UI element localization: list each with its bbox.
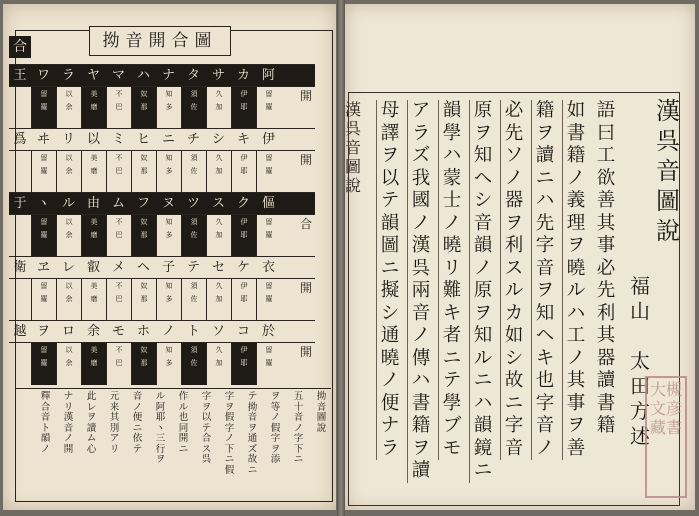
kana-cell: ト xyxy=(186,324,200,339)
reading-cell: 伊 耶 xyxy=(231,343,256,385)
reading-cell: 伊 耶 xyxy=(231,151,256,193)
note-column: テ 拗 音 ヲ 通 ズ 故 ニ xyxy=(247,391,258,476)
left-page xyxy=(3,4,336,510)
note-column: 五 十 音 ノ 字 下 ニ xyxy=(293,391,304,465)
chart-head-row xyxy=(9,320,315,343)
note-column: ヲ 等 ノ 假 字 ヲ 添 xyxy=(270,391,281,465)
author-line: 福 山 太 田 方 述 xyxy=(630,274,650,448)
text-column: 如 書 籍 ノ 義 理 ヲ 曉 ル ハ 工 ノ 其 事 ヲ 善 xyxy=(562,100,589,460)
chart-sub-row xyxy=(9,278,315,321)
kana-cell: ヒ xyxy=(136,132,150,147)
reading-cell: 美 磨 xyxy=(81,343,106,385)
reading-cell: 久 加 xyxy=(206,151,231,193)
text-column: 語 曰 工 欲 善 其 事 必 先 利 其 器 讀 書 籍 xyxy=(596,100,616,436)
row-label: 越 xyxy=(13,324,27,339)
reading-cell: 以 余 xyxy=(56,279,81,321)
book-gutter xyxy=(337,0,345,516)
kana-cell: フ xyxy=(136,196,150,211)
kana-cell: ヤ xyxy=(86,68,100,83)
kana-cell: 叡 xyxy=(86,260,100,275)
note-column: 釋 合 音 ト 韻 ノ xyxy=(40,391,51,455)
kana-cell: カ xyxy=(236,68,250,83)
kana-cell: ナ xyxy=(161,68,175,83)
text-column: 原 ヲ 知 ヘ シ 音 韻 ノ 原 ヲ 知 ル ニ ハ 韻 鏡 ニ xyxy=(469,100,496,483)
note-column: 字 ヲ 假 字 ノ 下 ニ 假 xyxy=(224,391,235,476)
reading-cell: 以 余 xyxy=(56,87,81,129)
reading-cell: 留 羅 xyxy=(256,279,281,321)
reading-cell: 知 多 xyxy=(156,87,181,129)
kana-cell: リ xyxy=(61,132,75,147)
kana-cell: セ xyxy=(211,260,225,275)
chart-head-row xyxy=(9,192,315,215)
reading-cell: 留 羅 xyxy=(256,151,281,193)
reading-cell: 伊 耶 xyxy=(231,215,256,257)
kana-cell: ル xyxy=(61,196,75,211)
kana-cell: ヽ xyxy=(36,196,50,211)
kana-cell: メ xyxy=(111,260,125,275)
reading-cell: 留 羅 xyxy=(31,279,56,321)
kana-cell: ヌ xyxy=(161,196,175,211)
reading-cell: 不 巴 xyxy=(106,87,131,129)
kana-cell: ニ xyxy=(161,132,175,147)
reading-cell: 留 羅 xyxy=(31,343,56,385)
spine-title: 漢 呉 音 圖 說 xyxy=(344,100,361,195)
kana-cell: レ xyxy=(61,260,75,275)
reading-cell: 以 余 xyxy=(56,215,81,257)
kana-cell: 伊 xyxy=(261,132,275,147)
note-column: 此 レ ヲ 讀 ム 心 xyxy=(86,391,97,455)
kana-cell: マ xyxy=(111,68,125,83)
kana-cell: ヲ xyxy=(36,324,50,339)
reading-cell: 奴 那 xyxy=(131,279,156,321)
reading-cell: 奴 那 xyxy=(131,87,156,129)
reading-cell: 不 巴 xyxy=(106,343,131,385)
text-column: 必 先 ソ ノ 器 ヲ 利 ス ル カ 如 シ 故 ニ 字 音 xyxy=(500,100,527,460)
reading-cell: 須 佐 xyxy=(181,279,206,321)
kana-cell: キ xyxy=(236,132,250,147)
open-close-label: 開 xyxy=(299,89,312,103)
reading-cell: 留 羅 xyxy=(256,87,281,129)
reading-cell: 久 加 xyxy=(206,279,231,321)
reading-cell: 伊 耶 xyxy=(231,87,256,129)
reading-cell: 奴 那 xyxy=(131,215,156,257)
kana-cell: サ xyxy=(211,68,225,83)
note-column: 字 ヲ 以 テ 合 ス 呉 xyxy=(201,391,212,465)
kana-cell: シ xyxy=(211,132,225,147)
open-close-label: 開 xyxy=(299,153,312,167)
corner-label: 合 xyxy=(9,36,31,58)
reading-cell: 留 羅 xyxy=(31,215,56,257)
kana-cell: ク xyxy=(236,196,250,211)
kana-cell: ソ xyxy=(211,324,225,339)
reading-cell: 以 余 xyxy=(56,151,81,193)
reading-cell: 須 佐 xyxy=(181,151,206,193)
reading-cell: 美 磨 xyxy=(81,151,106,193)
reading-cell: 久 加 xyxy=(206,343,231,385)
page-title: 拗音開合圖 xyxy=(89,26,231,56)
kana-chart xyxy=(9,64,315,386)
row-label: 衛 xyxy=(13,260,27,275)
reading-cell: 奴 那 xyxy=(131,343,156,385)
kana-cell: コ xyxy=(236,324,250,339)
reading-cell: 知 多 xyxy=(156,215,181,257)
reading-cell: 美 磨 xyxy=(81,87,106,129)
row-label: 爲 xyxy=(13,132,27,147)
kana-cell: 阿 xyxy=(261,68,275,83)
reading-cell: 留 羅 xyxy=(31,87,56,129)
reading-cell: 須 佐 xyxy=(181,215,206,257)
reading-cell: 須 佐 xyxy=(181,343,206,385)
reading-cell: 奴 那 xyxy=(131,151,156,193)
reading-cell: 不 巴 xyxy=(106,215,131,257)
kana-cell: 傴 xyxy=(261,196,275,211)
note-column: 元 来 其 別 ア リ xyxy=(109,391,120,455)
kana-cell: ロ xyxy=(61,324,75,339)
kana-cell: ヱ xyxy=(36,260,50,275)
reading-cell: 須 佐 xyxy=(181,87,206,129)
kana-cell: 於 xyxy=(261,324,275,339)
reading-cell: 以 余 xyxy=(56,343,81,385)
kana-cell: 衣 xyxy=(261,260,275,275)
chart-sub-row xyxy=(9,86,315,129)
reading-cell: 留 羅 xyxy=(256,343,281,385)
right-page xyxy=(345,4,695,510)
kana-cell: ム xyxy=(111,196,125,211)
kana-cell: ヰ xyxy=(36,132,50,147)
reading-cell: 不 巴 xyxy=(106,279,131,321)
ownership-seal: 大槻 文彦 藏書 xyxy=(645,376,687,498)
kana-cell: ホ xyxy=(136,324,150,339)
kana-cell: ケ xyxy=(236,260,250,275)
kana-cell: モ xyxy=(111,324,125,339)
row-label: 王 xyxy=(13,68,27,83)
reading-cell: 留 羅 xyxy=(256,215,281,257)
reading-cell: 知 多 xyxy=(156,151,181,193)
text-column: 母 譯 ヲ 以 テ 韻 圖 ニ 擬 シ 通 曉 ノ 便 ナ ラ xyxy=(376,100,403,460)
chart-head-row xyxy=(9,128,315,151)
book-title: 漢 呉 音 圖 說 xyxy=(656,97,680,245)
note-column: ナ リ 漢 音 ノ 開 xyxy=(63,391,74,455)
text-column: 籍 ヲ 讀 ニ ハ 先 字 音 ヲ 知 ヘ キ 也 字 音 ノ xyxy=(531,100,558,460)
open-close-label: 合 xyxy=(299,217,312,231)
kana-cell: テ xyxy=(186,260,200,275)
chart-head-row xyxy=(9,256,315,279)
reading-cell: 美 磨 xyxy=(81,279,106,321)
reading-cell: 不 巴 xyxy=(106,151,131,193)
notes-section xyxy=(15,388,331,501)
note-column: 作 ル 也 同 開 ニ xyxy=(178,391,189,455)
kana-cell: ミ xyxy=(111,132,125,147)
kana-cell: 子 xyxy=(161,260,175,275)
reading-cell: 久 加 xyxy=(206,87,231,129)
reading-cell: 伊 耶 xyxy=(231,279,256,321)
text-column: 韻 學 ハ 蒙 士 ノ 曉 リ 難 キ 者 ニ テ 學 ブ モ xyxy=(438,100,465,460)
kana-cell: タ xyxy=(186,68,200,83)
note-column: 音 ノ 便 ニ 依 テ xyxy=(132,391,143,455)
chart-sub-row xyxy=(9,150,315,193)
reading-cell: 知 多 xyxy=(156,343,181,385)
chart-sub-row xyxy=(9,214,315,257)
kana-cell: ツ xyxy=(186,196,200,211)
reading-cell: 留 羅 xyxy=(31,151,56,193)
text-column: ア ラ ズ 我 國 ノ 漢 呉 兩 音 ノ 傳 ハ 書 籍 ヲ 讀 xyxy=(407,100,434,483)
kana-cell: ワ xyxy=(36,68,50,83)
kana-cell: 余 xyxy=(86,324,100,339)
row-label: 于 xyxy=(13,196,27,211)
reading-cell: 知 多 xyxy=(156,279,181,321)
kana-cell: ハ xyxy=(136,68,150,83)
open-close-label: 開 xyxy=(299,345,312,359)
open-close-label: 開 xyxy=(299,281,312,295)
chart-sub-row xyxy=(9,342,315,385)
reading-cell: 久 加 xyxy=(206,215,231,257)
kana-cell: 由 xyxy=(86,196,100,211)
kana-cell: チ xyxy=(186,132,200,147)
kana-cell: ヘ xyxy=(136,260,150,275)
note-column: 拗 音 圖 說 xyxy=(316,391,327,434)
kana-cell: 以 xyxy=(86,132,100,147)
kana-cell: ラ xyxy=(61,68,75,83)
note-column: ル 阿 耶 ヽ 三 行 ヲ xyxy=(155,391,166,465)
kana-cell: ノ xyxy=(161,324,175,339)
chart-head-row xyxy=(9,64,315,87)
reading-cell: 美 磨 xyxy=(81,215,106,257)
kana-cell: ス xyxy=(211,196,225,211)
